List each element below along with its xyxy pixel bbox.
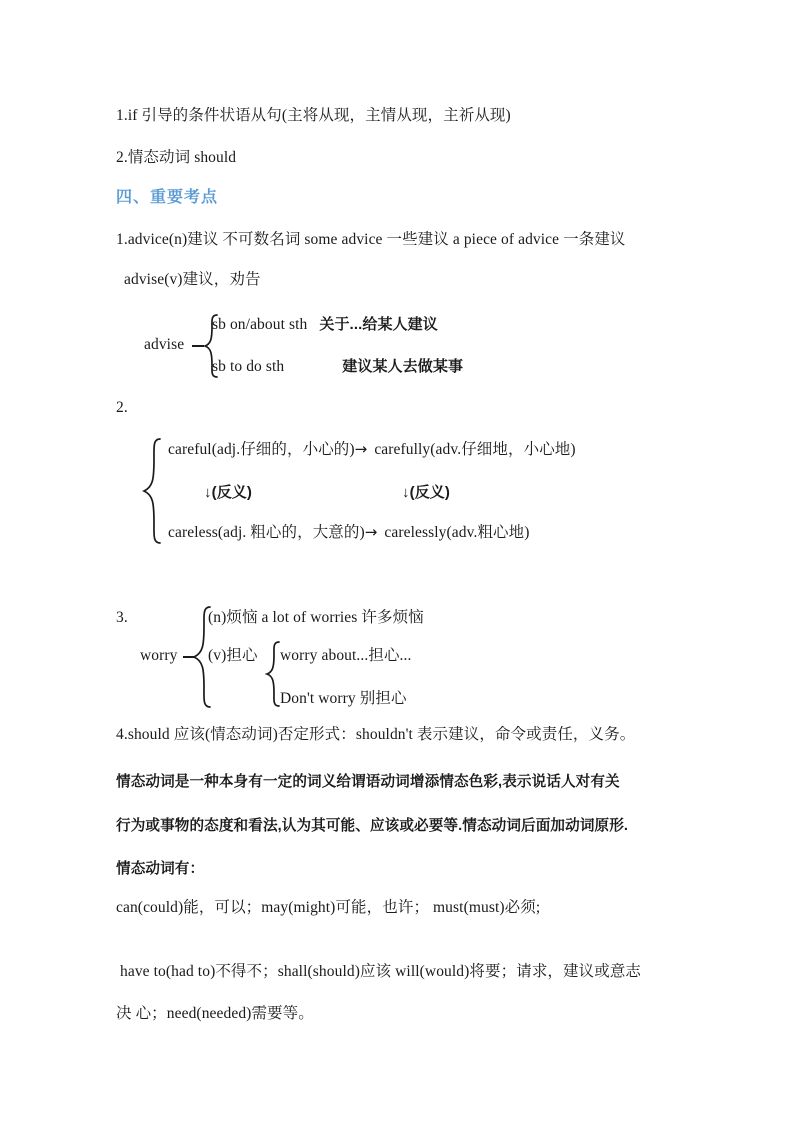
advise-branch-1: sb on/about sth 关于...给某人建议 (212, 316, 438, 333)
worry-verb-branch-1: worry about...担心... (280, 647, 412, 664)
note-line-if-clause (116, 108, 511, 124)
should-line-5: can(could)能，可以；may(might)可能，也许； must(must)必须; (116, 899, 541, 916)
should-line-6: have to(had to)不得不；shall(should)应该 will(would)将要；请求，建议或意志 (120, 963, 642, 980)
advise-tree-label: advise (144, 336, 185, 353)
worry-tree-label: worry (140, 647, 178, 664)
note-line-advice-noun (116, 232, 626, 248)
careful-arrow-2: → (364, 523, 378, 541)
section-heading-key-points (116, 190, 218, 206)
note-line-modal-should-text: 2.情态动词 should (116, 149, 237, 166)
careful-antonym-right: ↓(反义) (402, 484, 450, 501)
note-line-if-clause-text: 1.if 引导的条件状语从句(主将从现，主情从现，主祈从现) (116, 107, 511, 124)
should-line-2: 情态动词是一种本身有一定的词义给谓语动词增添情态色彩,表示说话人对有关 (116, 774, 620, 790)
careful-row-1: careful(adj.仔细的，小心的)→ carefully(adv.仔细地，小心地) (168, 440, 576, 458)
careful-row-2: careless(adj. 粗心的，大意的)→ carelessly(adv.粗心地) (168, 523, 530, 541)
note-line-advise-verb-text: advise(v)建议，劝告 (124, 271, 261, 288)
should-line-4: 情态动词有： (116, 861, 205, 877)
worry-verb-label: (v)担心 (208, 647, 258, 664)
careful-antonym-left: ↓(反义) (204, 484, 252, 501)
should-line-3: 行为或事物的态度和看法,认为其可能、应该或必要等.情态动词后面加动词原形. (116, 818, 629, 834)
careful-brace-icon (142, 437, 164, 545)
should-line-1: 4.should 应该(情态动词)否定形式：shouldn't 表示建议，命令或责任，义务。 (116, 726, 636, 743)
careful-tree-number: 2. (116, 399, 128, 416)
careful-arrow-1: → (354, 440, 368, 458)
section-heading-text: 四、重要考点 (116, 189, 219, 206)
worry-tree-number: 3. (116, 609, 128, 626)
advise-branch-2: sb to do sth 建议某人去做某事 (212, 358, 464, 375)
should-line-7: 决 心；need(needed)需要等。 (116, 1005, 314, 1022)
worry-noun-branch: (n)烦恼 a lot of worries 许多烦恼 (208, 609, 424, 626)
note-line-advise-verb (124, 272, 261, 288)
worry-verb-branch-2: Don't worry 别担心 (280, 690, 407, 707)
note-line-modal-should (116, 150, 236, 166)
note-line-advice-noun-text: 1.advice(n)建议 不可数名词 some advice 一些建议 a piece of advice 一条建议 (116, 231, 626, 248)
